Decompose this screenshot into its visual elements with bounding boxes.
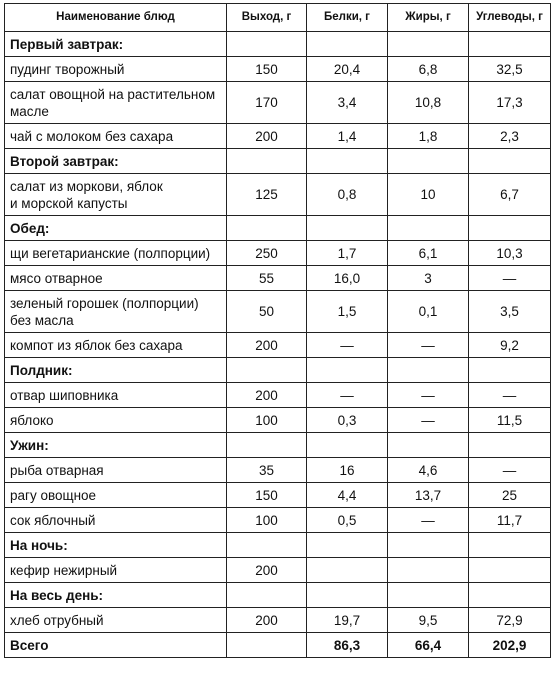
fat-cell: —	[388, 508, 469, 533]
table-row	[5, 483, 551, 508]
carbs-cell	[469, 358, 551, 383]
table-row	[5, 124, 551, 149]
carbs-cell: 72,9	[469, 608, 551, 633]
carbs-cell: —	[469, 458, 551, 483]
fat-cell: 10	[388, 174, 469, 216]
protein-cell: —	[307, 383, 388, 408]
carbs-cell: 32,5	[469, 57, 551, 82]
yield-cell	[227, 32, 307, 57]
table-row	[5, 458, 551, 483]
yield-cell: 200	[227, 124, 307, 149]
dish-name: рыба отварная	[5, 458, 227, 483]
fat-cell: 3	[388, 266, 469, 291]
dish-name: Всего	[5, 633, 227, 658]
fat-cell: 4,6	[388, 458, 469, 483]
dish-name: компот из яблок без сахара	[5, 333, 227, 358]
carbs-cell	[469, 149, 551, 174]
header-yield: Выход, г	[227, 4, 307, 32]
dish-name: хлеб отрубный	[5, 608, 227, 633]
carbs-cell	[469, 216, 551, 241]
header-carbs: Углеводы, г	[469, 4, 551, 32]
protein-cell	[307, 358, 388, 383]
header-protein: Белки, г	[307, 4, 388, 32]
carbs-cell: 10,3	[469, 241, 551, 266]
section-row	[5, 433, 551, 458]
dish-name: чай с молоком без сахара	[5, 124, 227, 149]
carbs-cell	[469, 533, 551, 558]
dish-name: зеленый горошек (полпорции) без масла	[5, 291, 227, 333]
section-row	[5, 583, 551, 608]
yield-cell	[227, 583, 307, 608]
table-row	[5, 608, 551, 633]
section-row	[5, 358, 551, 383]
dish-name: пудинг творожный	[5, 57, 227, 82]
yield-cell	[227, 358, 307, 383]
dish-name: салат овощной на растительном масле	[5, 82, 227, 124]
dish-name: салат из моркови, яблок и морской капусты	[5, 174, 227, 216]
protein-cell: 3,4	[307, 82, 388, 124]
dish-name: отвар шиповника	[5, 383, 227, 408]
fat-cell: —	[388, 383, 469, 408]
yield-cell: 150	[227, 483, 307, 508]
protein-cell: 16,0	[307, 266, 388, 291]
dish-name: мясо отварное	[5, 266, 227, 291]
table-row	[5, 558, 551, 583]
protein-cell	[307, 32, 388, 57]
section-title: Обед:	[5, 216, 227, 241]
dish-name: яблоко	[5, 408, 227, 433]
fat-cell: 13,7	[388, 483, 469, 508]
table-row	[5, 57, 551, 82]
table-row	[5, 383, 551, 408]
table-row	[5, 266, 551, 291]
yield-cell	[227, 433, 307, 458]
carbs-cell: 9,2	[469, 333, 551, 358]
protein-cell: —	[307, 333, 388, 358]
carbs-cell: 11,7	[469, 508, 551, 533]
carbs-cell: —	[469, 383, 551, 408]
carbs-cell: 25	[469, 483, 551, 508]
section-title: На весь день:	[5, 583, 227, 608]
carbs-cell: 202,9	[469, 633, 551, 658]
fat-cell	[388, 583, 469, 608]
section-row	[5, 216, 551, 241]
protein-cell: 0,8	[307, 174, 388, 216]
carbs-cell: 6,7	[469, 174, 551, 216]
table-header-row	[5, 4, 551, 32]
carbs-cell: 11,5	[469, 408, 551, 433]
protein-cell	[307, 583, 388, 608]
dish-name: рагу овощное	[5, 483, 227, 508]
fat-cell	[388, 558, 469, 583]
fat-cell: 0,1	[388, 291, 469, 333]
yield-cell	[227, 216, 307, 241]
yield-cell: 50	[227, 291, 307, 333]
yield-cell: 35	[227, 458, 307, 483]
protein-cell: 0,5	[307, 508, 388, 533]
header-dish-name: Наименование блюд	[5, 4, 227, 32]
yield-cell: 125	[227, 174, 307, 216]
fat-cell: 10,8	[388, 82, 469, 124]
yield-cell: 200	[227, 558, 307, 583]
yield-cell: 170	[227, 82, 307, 124]
section-title: Ужин:	[5, 433, 227, 458]
yield-cell	[227, 633, 307, 658]
section-title: Полдник:	[5, 358, 227, 383]
yield-cell: 100	[227, 508, 307, 533]
section-row	[5, 32, 551, 57]
table-row	[5, 508, 551, 533]
fat-cell: 66,4	[388, 633, 469, 658]
carbs-cell	[469, 583, 551, 608]
protein-cell: 1,4	[307, 124, 388, 149]
fat-cell: 6,1	[388, 241, 469, 266]
fat-cell: 1,8	[388, 124, 469, 149]
protein-cell: 0,3	[307, 408, 388, 433]
section-row	[5, 533, 551, 558]
carbs-cell: 17,3	[469, 82, 551, 124]
fat-cell	[388, 149, 469, 174]
carbs-cell	[469, 32, 551, 57]
yield-cell: 100	[227, 408, 307, 433]
table-row	[5, 408, 551, 433]
carbs-cell: 2,3	[469, 124, 551, 149]
protein-cell	[307, 149, 388, 174]
protein-cell: 1,7	[307, 241, 388, 266]
dish-name: щи вегетарианские (полпорции)	[5, 241, 227, 266]
fat-cell	[388, 533, 469, 558]
protein-cell: 4,4	[307, 483, 388, 508]
table-row	[5, 241, 551, 266]
carbs-cell: —	[469, 266, 551, 291]
yield-cell: 250	[227, 241, 307, 266]
yield-cell	[227, 149, 307, 174]
fat-cell: 6,8	[388, 57, 469, 82]
total-row	[5, 633, 551, 658]
protein-cell: 1,5	[307, 291, 388, 333]
protein-cell	[307, 216, 388, 241]
yield-cell	[227, 533, 307, 558]
protein-cell: 19,7	[307, 608, 388, 633]
table-row	[5, 174, 551, 216]
protein-cell	[307, 558, 388, 583]
fat-cell	[388, 32, 469, 57]
dish-name: кефир нежирный	[5, 558, 227, 583]
fat-cell	[388, 358, 469, 383]
carbs-cell: 3,5	[469, 291, 551, 333]
table-row	[5, 82, 551, 124]
carbs-cell	[469, 433, 551, 458]
protein-cell: 20,4	[307, 57, 388, 82]
yield-cell: 55	[227, 266, 307, 291]
yield-cell: 150	[227, 57, 307, 82]
protein-cell	[307, 433, 388, 458]
protein-cell	[307, 533, 388, 558]
fat-cell	[388, 433, 469, 458]
table-row	[5, 291, 551, 333]
section-row	[5, 149, 551, 174]
dish-name: сок яблочный	[5, 508, 227, 533]
carbs-cell	[469, 558, 551, 583]
fat-cell	[388, 216, 469, 241]
protein-cell: 86,3	[307, 633, 388, 658]
yield-cell: 200	[227, 608, 307, 633]
section-title: На ночь:	[5, 533, 227, 558]
fat-cell: —	[388, 408, 469, 433]
table-body	[5, 32, 551, 658]
yield-cell: 200	[227, 333, 307, 358]
fat-cell: —	[388, 333, 469, 358]
yield-cell: 200	[227, 383, 307, 408]
fat-cell: 9,5	[388, 608, 469, 633]
header-fat: Жиры, г	[388, 4, 469, 32]
section-title: Второй завтрак:	[5, 149, 227, 174]
nutrition-table	[4, 3, 551, 658]
section-title: Первый завтрак:	[5, 32, 227, 57]
table-row	[5, 333, 551, 358]
protein-cell: 16	[307, 458, 388, 483]
